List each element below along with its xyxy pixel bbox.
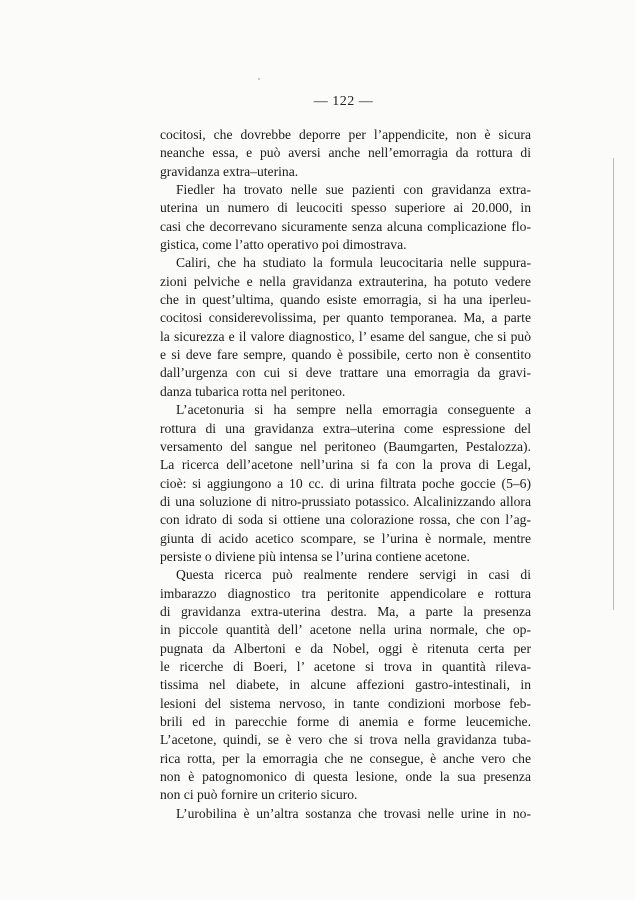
text-line: non è patognomonico di questa lesione, onde la sua presenza <box>160 769 531 785</box>
text-line: la sicurezza e il valore diagnostico, l’ esame del sangue, che si può <box>160 328 531 344</box>
text-line: e si deve fare sempre, quando è possibile, certo non è consentito <box>160 347 531 363</box>
text-line: brili ed in parecchie forme di anemia e forme leucemiche. <box>160 714 531 729</box>
page-number: — 122 — <box>313 94 374 109</box>
paragraph <box>160 126 531 181</box>
body-text <box>160 126 531 823</box>
text-line: lesioni del sistema nervoso, in tante condizioni morbose feb- <box>160 695 531 711</box>
text-line: pugnata da Albertoni e da Nobel, oggi è ritenuta certa per <box>160 640 531 656</box>
text-line: in piccole quantità dell’ acetone nella urina normale, che op- <box>160 622 531 638</box>
text-line: cocitosi, che dovrebbe deporre per l’appendicite, non è sicura <box>160 127 531 142</box>
text-line: uterina un numero di leucociti spesso superiore ai 20.000, in <box>160 200 531 216</box>
text-line: imbarazzo diagnostico tra peritonite appendicolare e rottura <box>160 585 531 601</box>
text-line: cioè: si aggiungono a 10 cc. di urina filtrata poche goccie (5–6) <box>160 475 531 491</box>
text-line: tissima nel diabete, in alcune affezioni gastro-intestinali, in <box>160 677 531 693</box>
paragraph <box>160 254 531 401</box>
text-line: Fiedler ha trovato nelle sue pazienti con gravidanza extra- <box>176 182 531 198</box>
text-line: L’urobilina è un’altra sostanza che trovasi nelle urine in no- <box>176 805 531 821</box>
text-line: cocitosi considerevolissima, per quanto temporanea. Ma, a parte <box>160 310 531 326</box>
text-line: gravidanza extra–uterina. <box>160 163 299 179</box>
paragraph <box>160 566 531 804</box>
text-line: persiste o diviene più intensa se l’urina contiene acetone. <box>160 548 470 564</box>
text-line: gistica, come l’atto operativo poi dimostrava. <box>160 237 407 253</box>
scan-speck <box>258 78 260 80</box>
text-line: Questa ricerca può realmente rendere servigi in casi di <box>176 567 531 583</box>
text-line: dall’urgenza con cui si deve trattare una emorragia da gravi- <box>160 365 531 381</box>
margin-rule <box>613 158 614 610</box>
paragraph <box>160 181 531 254</box>
text-line: di una soluzione di nitro-prussiato potassico. Alcalinizzando allora <box>160 493 531 509</box>
text-line: casi che decorrevano sicuramente senza alcuna complicazione flo- <box>160 218 531 234</box>
text-line: con idrato di soda si ottiene una colorazione rossa, che con l’ag- <box>160 512 531 528</box>
text-line: di gravidanza extra-uterina destra. Ma, a parte la presenza <box>160 603 531 619</box>
text-line: Caliri, che ha studiato la formula leucocitaria nelle suppura- <box>176 255 531 271</box>
text-line: non ci può fornire un criterio sicuro. <box>160 787 358 803</box>
text-line: La ricerca dell’acetone nell’urina si fa con la prova di Legal, <box>160 457 531 473</box>
text-line: zioni pelviche e nella gravidanza extrauterina, ha potuto vedere <box>160 273 531 289</box>
text-line: versamento del sangue nel peritoneo (Baumgarten, Pestalozza). <box>160 438 531 454</box>
text-line: L’acetonuria si ha sempre nella emorragia conseguente a <box>176 402 531 418</box>
text-line: rica rotta, per la emorragia che ne consegue, è anche vero che <box>160 750 531 766</box>
text-line: L’acetone, quindi, se è vero che si trova nella gravidanza tuba- <box>160 732 531 748</box>
paragraph <box>160 401 531 566</box>
paragraph <box>160 805 531 823</box>
text-line: rottura di una gravidanza extra–uterina come espressione del <box>160 420 531 436</box>
text-line: neanche essa, e può aversi anche nell’emorragia da rottura di <box>160 145 531 161</box>
text-line: danza tubarica rotta nel peritoneo. <box>160 383 346 399</box>
text-line: che in quest’ultima, quando esiste emorragia, si ha una iperleu- <box>160 292 531 308</box>
text-line: giunta di acido acetico scompare, se l’urina è normale, mentre <box>160 530 531 546</box>
text-line: le ricerche di Boeri, l’ acetone si trova in quantità rileva- <box>160 658 531 674</box>
